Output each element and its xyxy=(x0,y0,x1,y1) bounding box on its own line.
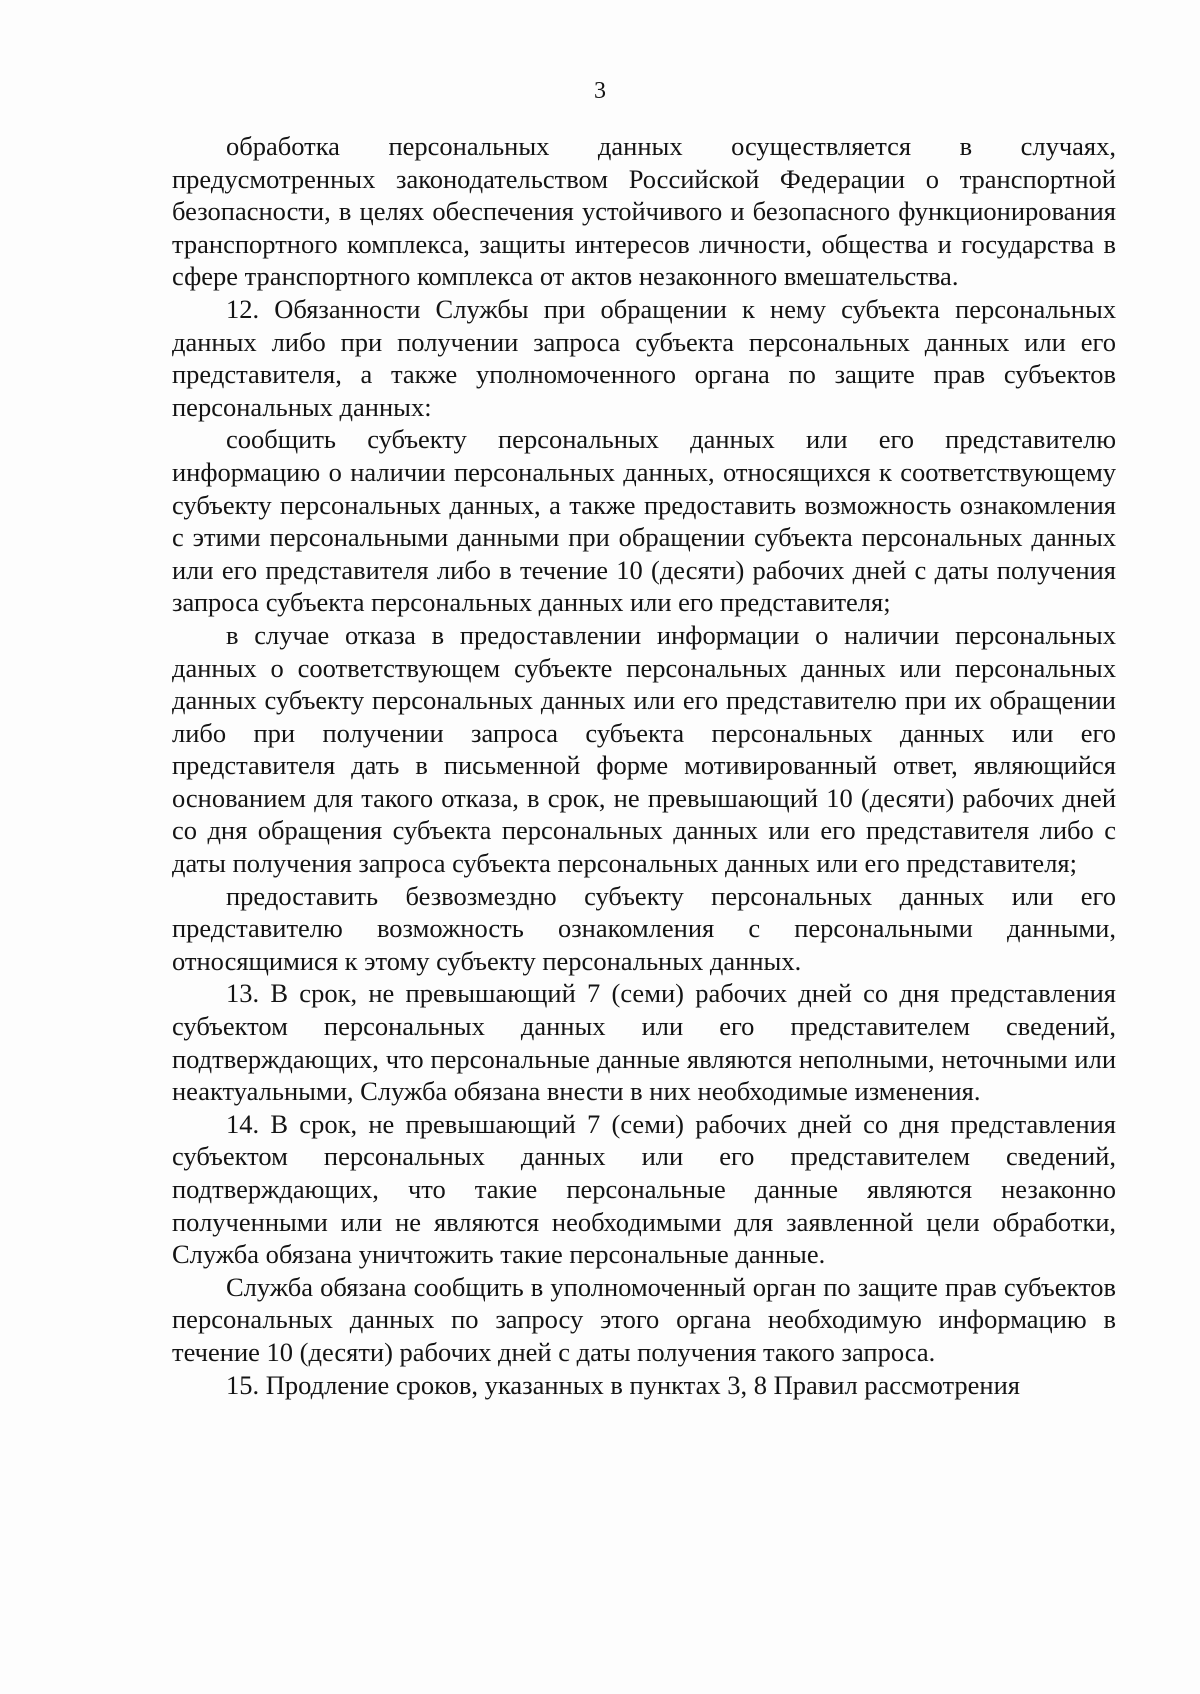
paragraph-clause-13: 13. В срок, не превышающий 7 (семи) рабочих дней со дня представления субъектом персональных данных или его представителем сведений, подтверждающих, что персональные данные являются неполными, неточными или неактуальными, Служба обязана внести в них необходимые изменения. xyxy=(172,978,1116,1107)
paragraph-clause-15: 15. Продление сроков, указанных в пунктах 3, 8 Правил рассмотрения xyxy=(226,1369,1020,1400)
paragraph-report-to-authority: Служба обязана сообщить в уполномоченный орган по защите прав субъектов персональных данных по запросу этого органа необходимую информацию в течение 10 (десяти) рабочих дней с даты получения такого запроса. xyxy=(172,1271,1116,1367)
document-body xyxy=(172,130,1116,1401)
paragraph-clause-12: 12. Обязанности Службы при обращении к нему субъекта персональных данных либо при получении запроса субъекта персональных данных или его представителя, а также уполномоченного органа по защите прав субъектов персональных данных: xyxy=(172,293,1116,422)
paragraph-refusal-response: в случае отказа в предоставлении информации о наличии персональных данных о соответствующем субъекте персональных данных или персональных данных субъекту персональных данных или его представителю при их обращении либо при получении запроса субъекта персональных данных или его представителя дать в письменной форме мотивированный ответ, являющийся основанием для такого отказа, в срок, не превышающий 10 (десяти) рабочих дней со дня обращения субъекта персональных данных или его представителя либо с даты получения запроса субъекта персональных данных или его представителя; xyxy=(172,619,1116,879)
paragraph-inform-subject: сообщить субъекту персональных данных или его представителю информацию о наличии персональных данных, относящихся к соответствующему субъекту персональных данных, а также предоставить возможность ознакомления с этими персональными данными при обращении субъекта персональных данных или его представителя либо в течение 10 (десяти) рабочих дней с даты получения запроса субъекта персональных данных или его представителя; xyxy=(172,424,1116,618)
page-number: 3 xyxy=(594,78,606,104)
paragraph-clause-14: 14. В срок, не превышающий 7 (семи) рабочих дней со дня представления субъектом персональных данных или его представителем сведений, подтверждающих, что такие персональные данные являются незаконно полученными или не являются необходимыми для заявленной цели обработки, Служба обязана уничтожить такие персональные данные. xyxy=(172,1108,1116,1270)
paragraph-free-access: предоставить безвозмездно субъекту персональных данных или его представителю возможность ознакомления с персональными данными, относящимися к этому субъекту персональных данных. xyxy=(172,880,1116,976)
paragraph-processing-cases: обработка персональных данных осуществляется в случаях, предусмотренных законодательством Российской Федерации о транспортной безопасности, в целях обеспечения устойчивого и безопасного функционирования транспортного комплекса, защиты интересов личности, общества и государства в сфере транспортного комплекса от актов незаконного вмешательства. xyxy=(172,131,1116,292)
